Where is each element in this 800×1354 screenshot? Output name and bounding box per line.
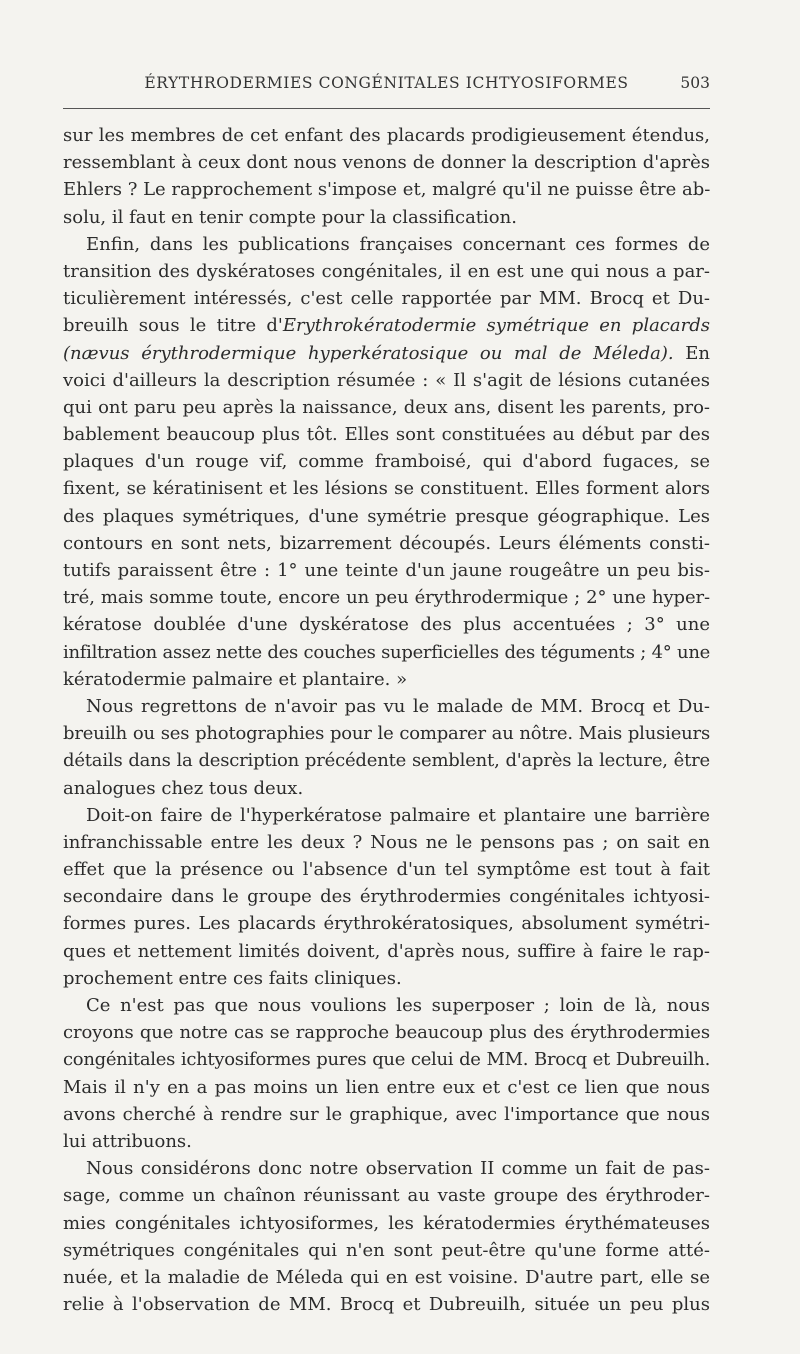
text-line: Doit-on faire de l'hyperkératose palmaire et plantaire une barrière [86,804,710,826]
text-line: formes pures. Les placards érythrokératosiques, absolument symétri- [63,913,710,935]
text-line: ques et nettement limités doivent, d'après nous, suffire à faire le rap- [63,940,710,962]
text-line: prochement entre ces faits cliniques. [63,967,402,989]
text-line: Ehlers ? Le rapprochement s'impose et, malgré qu'il ne puisse être ab- [63,179,711,201]
text-line: sur les membres de cet enfant des placards prodigieusement étendus, [63,125,710,146]
text-line: kératodermie palmaire et plantaire. » [63,668,408,690]
body-text [63,122,710,1318]
text-line: lui attribuons. [63,1130,192,1152]
page-number: 503 [680,74,710,92]
text-line: ticulièrement intéressés, c'est celle rapportée par MM. Brocq et Du- [63,288,710,310]
text-line: ressemblant à ceux dont nous venons de donner la description d'après [63,152,710,174]
running-head [63,74,710,96]
text-line: bablement beaucoup plus tôt. Elles sont constituées au début par des [63,424,710,446]
text-line: Nous considérons donc notre observation II comme un fait de pas- [86,1158,710,1180]
text-line: breuilh ou ses photographies pour le comparer au nôtre. Mais plusieurs [63,723,710,745]
text-line: analogues chez tous deux. [63,777,304,799]
text-line: congénitales ichtyosiformes pures que celui de MM. Brocq et Dubreuilh. [63,1049,710,1071]
text-line: mies congénitales ichtyosiformes, les kératodermies érythémateuses [63,1212,710,1234]
text-line: effet que la présence ou l'absence d'un tel symptôme est tout à fait [63,859,710,881]
text-line: kératose doublée d'une dyskératose des plus accentuées ; 3° une [63,614,710,636]
text-line: fixent, se kératinisent et les lésions se constituent. Elles forment alors [63,478,710,500]
italic-title: Erythrokératodermie symétrique en placards [282,315,710,337]
text-line: symétriques congénitales qui n'en sont peut-être qu'une forme atté- [63,1239,710,1261]
text-line: tré, mais somme toute, encore un peu érythrodermique ; 2° une hyper- [63,587,710,609]
text-line: avons cherché à rendre sur le graphique, avec l'importance que nous [63,1103,710,1125]
text-line: infiltration assez nette des couches superficielles des téguments ; 4° une [63,641,710,663]
running-title: ÉRYTHRODERMIES CONGÉNITALES ICHTYOSIFORMES [144,74,629,92]
text-line: détails dans la description précédente semblent, d'après la lecture, être [63,750,710,772]
text-line: secondaire dans le groupe des érythrodermies congénitales ichtyosi- [63,886,710,908]
text-segment: breuilh sous le titre d' [63,315,283,337]
text-line: Nous regrettons de n'avoir pas vu le malade de MM. Brocq et Du- [86,695,710,717]
text-line: des plaques symétriques, d'une symétrie presque géographique. Les [63,505,710,527]
text-line: plaques d'un rouge vif, comme framboisé, qui d'abord fugaces, se [63,451,710,473]
text-line: tutifs paraissent être : 1° une teinte d'un jaune rougeâtre un peu bis- [63,560,710,581]
text-line: Mais il n'y en a pas moins un lien entre eux et c'est ce lien que nous [63,1076,710,1098]
text-line: infranchissable entre les deux ? Nous ne le pensons pas ; on sait en [63,831,710,853]
text-line: relie à l'observation de MM. Brocq et Dubreuilh, située un peu plus [63,1294,710,1316]
text-line: qui ont paru peu après la naissance, deux ans, disent les parents, pro- [63,396,710,418]
text-line: sage, comme un chaînon réunissant au vaste groupe des érythroder- [63,1185,710,1207]
text-line: contours en sont nets, bizarrement découpés. Leurs éléments consti- [63,532,710,554]
text-line: Ce n'est pas que nous voulions les superposer ; loin de là, nous [86,995,710,1016]
text-line: voici d'ailleurs la description résumée : « Il s'agit de lésions cutanées [63,369,710,391]
text-line: Enfin, dans les publications françaises concernant ces formes de [86,233,710,255]
text-segment: En [673,342,710,364]
text-line-mixed [63,340,710,367]
header-rule [63,108,710,109]
text-line-mixed [63,312,710,339]
text-line: transition des dyskératoses congénitales, il en est une qui nous a par- [63,260,710,282]
text-line: solu, il faut en tenir compte pour la classification. [63,206,517,228]
italic-title: (nævus érythrodermique hyperkératosique ou mal de Méleda). [63,342,674,364]
text-line: croyons que notre cas se rapproche beaucoup plus des érythrodermies [63,1022,710,1044]
text-line: nuée, et la maladie de Méleda qui en est voisine. D'autre part, elle se [63,1266,710,1288]
